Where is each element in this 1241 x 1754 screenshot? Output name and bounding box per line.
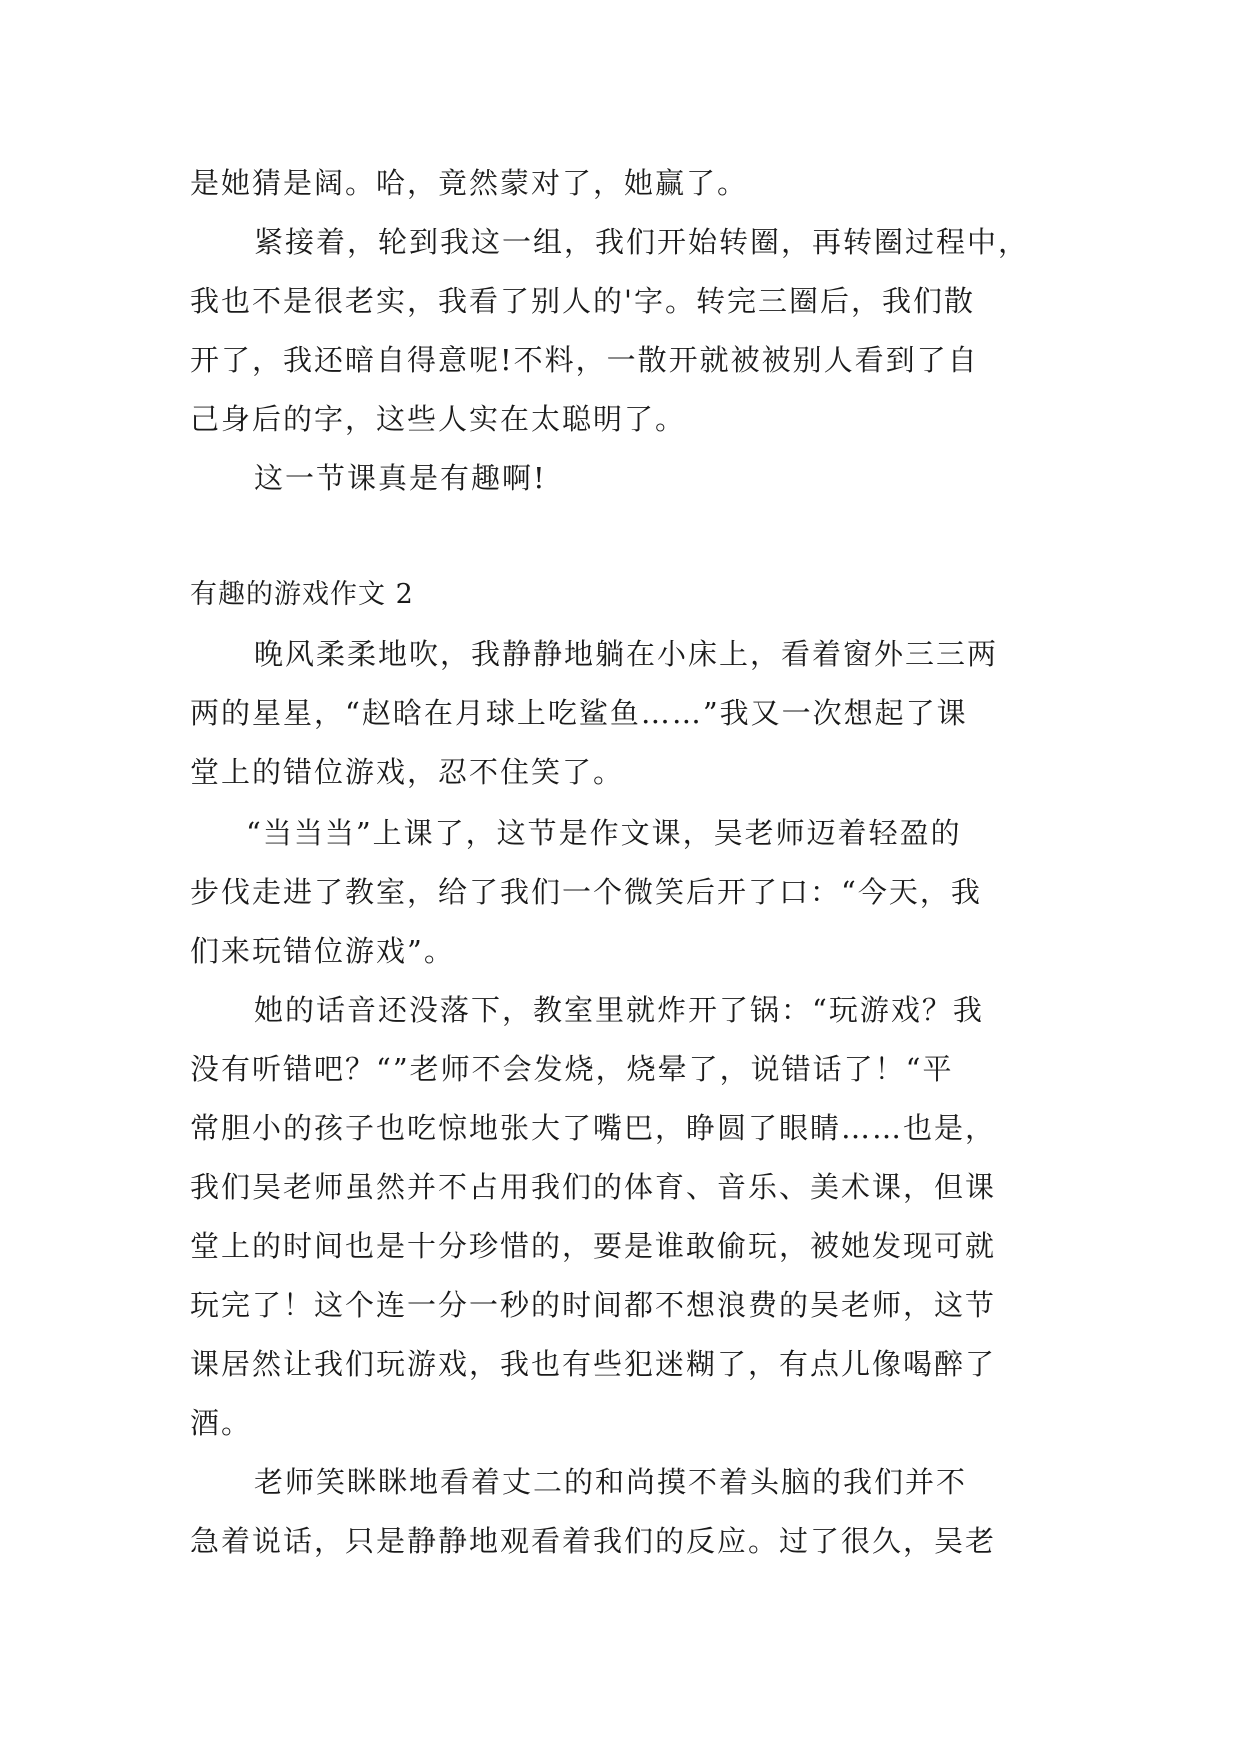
paragraph-line: 晚风柔柔地吹，我静静地躺在小床上，看着窗外三三两: [254, 637, 999, 671]
paragraph-line: 步伐走进了教室，给了我们一个微笑后开了口：“今天，我: [190, 875, 982, 909]
paragraph-line: 两的星星，“赵晗在月球上吃鲨鱼……”我又一次想起了课: [190, 696, 968, 730]
paragraph-line: 堂上的错位游戏，忍不住笑了。: [190, 755, 625, 789]
paragraph-line: 没有听错吧？“”老师不会发烧，烧晕了，说错话了！“平: [190, 1052, 954, 1086]
paragraph-line: 玩完了！这个连一分一秒的时间都不想浪费的吴老师，这节: [190, 1288, 997, 1322]
paragraph-line: 她的话音还没落下，教室里就炸开了锅：“玩游戏？我: [254, 993, 984, 1027]
paragraph-line: 己身后的字，这些人实在太聪明了。: [190, 402, 687, 436]
paragraph-line: 老师笑眯眯地看着丈二的和尚摸不着头脑的我们并不: [254, 1465, 968, 1499]
paragraph-line: “当当当”上课了，这节是作文课，吴老师迈着轻盈的: [246, 816, 962, 850]
paragraph-line: 这一节课真是有趣啊!: [254, 461, 547, 495]
paragraph-line: 开了，我还暗自得意呢!不料，一散开就被被别人看到了自: [190, 343, 979, 377]
paragraph-line: 们来玩错位游戏”。: [190, 934, 455, 968]
paragraph-line: 堂上的时间也是十分珍惜的，要是谁敢偷玩，被她发现可就: [190, 1229, 997, 1263]
paragraph-line: 我们吴老师虽然并不占用我们的体育、音乐、美术课，但课: [190, 1170, 997, 1204]
paragraph-line: 常胆小的孩子也吃惊地张大了嘴巴，睁圆了眼睛……也是，: [190, 1111, 997, 1145]
essay-title: 有趣的游戏作文 2: [190, 579, 414, 610]
paragraph-line: 酒。: [190, 1406, 253, 1440]
paragraph-line: 急着说话，只是静静地观看着我们的反应。过了很久，吴老: [190, 1524, 997, 1558]
paragraph-line: 是她猜是阔。哈，竟然蒙对了，她赢了。: [190, 166, 749, 200]
paragraph-line: 我也不是很老实，我看了别人的'字。转完三圈后，我们散: [190, 284, 975, 318]
paragraph-line: 课居然让我们玩游戏，我也有些犯迷糊了，有点儿像喝醉了: [190, 1347, 997, 1381]
paragraph-line: 紧接着，轮到我这一组，我们开始转圈，再转圈过程中，: [254, 225, 1030, 259]
